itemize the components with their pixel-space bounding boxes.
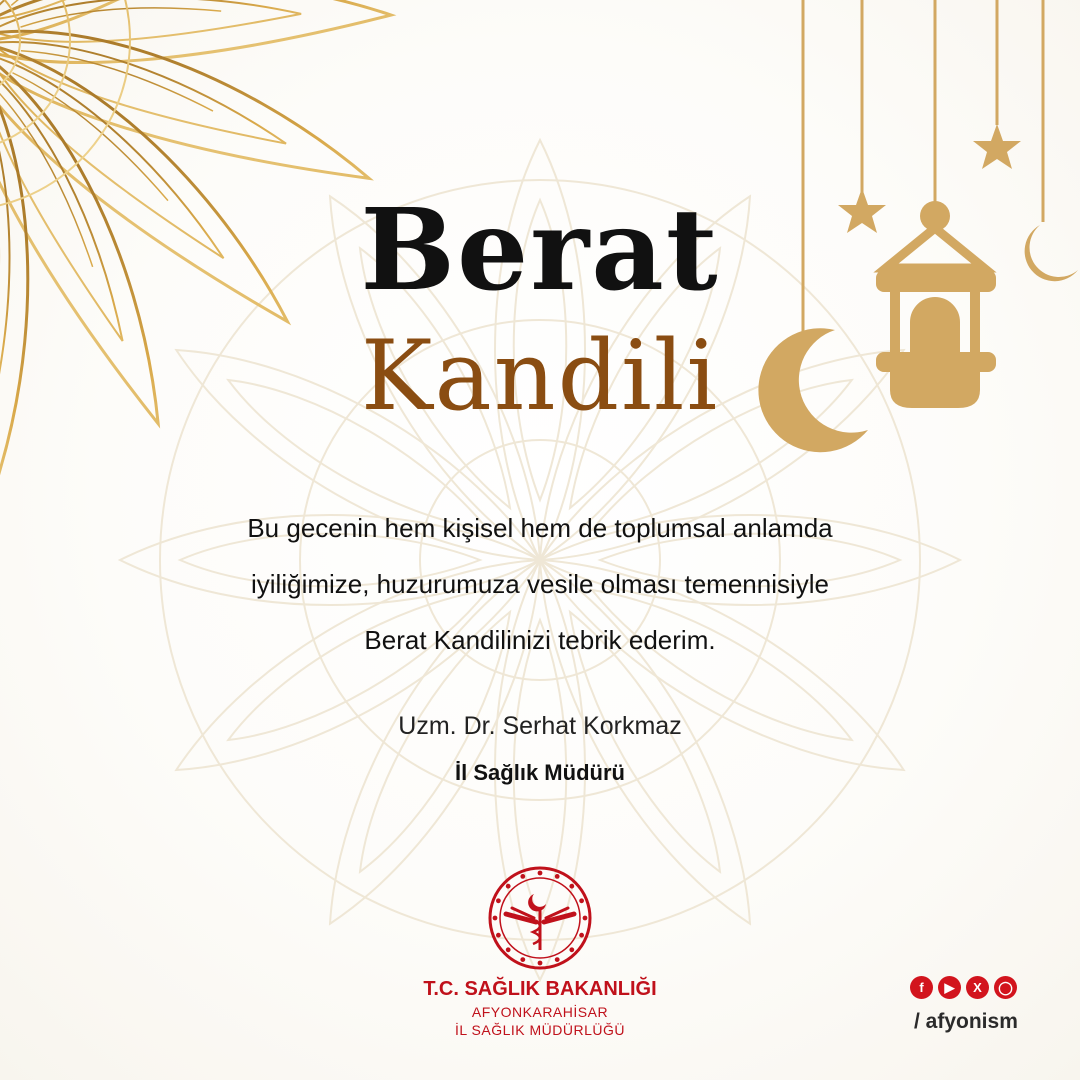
social-media-block	[908, 976, 1026, 1038]
message-line: iyiliğimize, huzurumuza vesile olması temennisiyle	[251, 569, 829, 599]
emblem-star	[583, 916, 588, 921]
emblem-star	[555, 957, 560, 962]
emblem-star	[569, 947, 574, 952]
title-berat: Berat	[360, 185, 720, 316]
emblem-star	[496, 933, 501, 938]
emblem-star	[579, 933, 584, 938]
youtube-icon[interactable]: ▶	[938, 976, 961, 999]
message-line: Berat Kandilinizi tebrik ederim.	[364, 625, 716, 655]
social-handle[interactable]: / afyonism	[914, 1010, 1018, 1033]
signature-title: İl Sağlık Müdürü	[455, 760, 625, 785]
instagram-icon[interactable]: ◯	[994, 976, 1017, 999]
facebook-icon[interactable]: f	[910, 976, 933, 999]
emblem-star	[520, 957, 525, 962]
emblem-star	[579, 898, 584, 903]
emblem-star	[538, 871, 543, 876]
emblem-star	[569, 884, 574, 889]
emblem-star	[538, 961, 543, 966]
ministry-directorate: İL SAĞLIK MÜDÜRLÜĞÜ	[454, 1022, 625, 1038]
ministry-province: AFYONKARAHİSAR	[471, 1004, 609, 1020]
signature-name: Uzm. Dr. Serhat Korkmaz	[398, 712, 682, 740]
ministry-name: T.C. SAĞLIK BAKANLIĞI	[423, 978, 657, 1000]
emblem-star	[555, 874, 560, 879]
emblem-star	[520, 874, 525, 879]
emblem-star	[496, 898, 501, 903]
emblem-star	[493, 916, 498, 921]
emblem-star	[506, 884, 511, 889]
title-kandili: Kandili	[360, 320, 720, 432]
emblem-star	[506, 947, 511, 952]
x-icon[interactable]: X	[966, 976, 989, 999]
message-line: Bu gecenin hem kişisel hem de toplumsal anlamda	[247, 513, 833, 543]
